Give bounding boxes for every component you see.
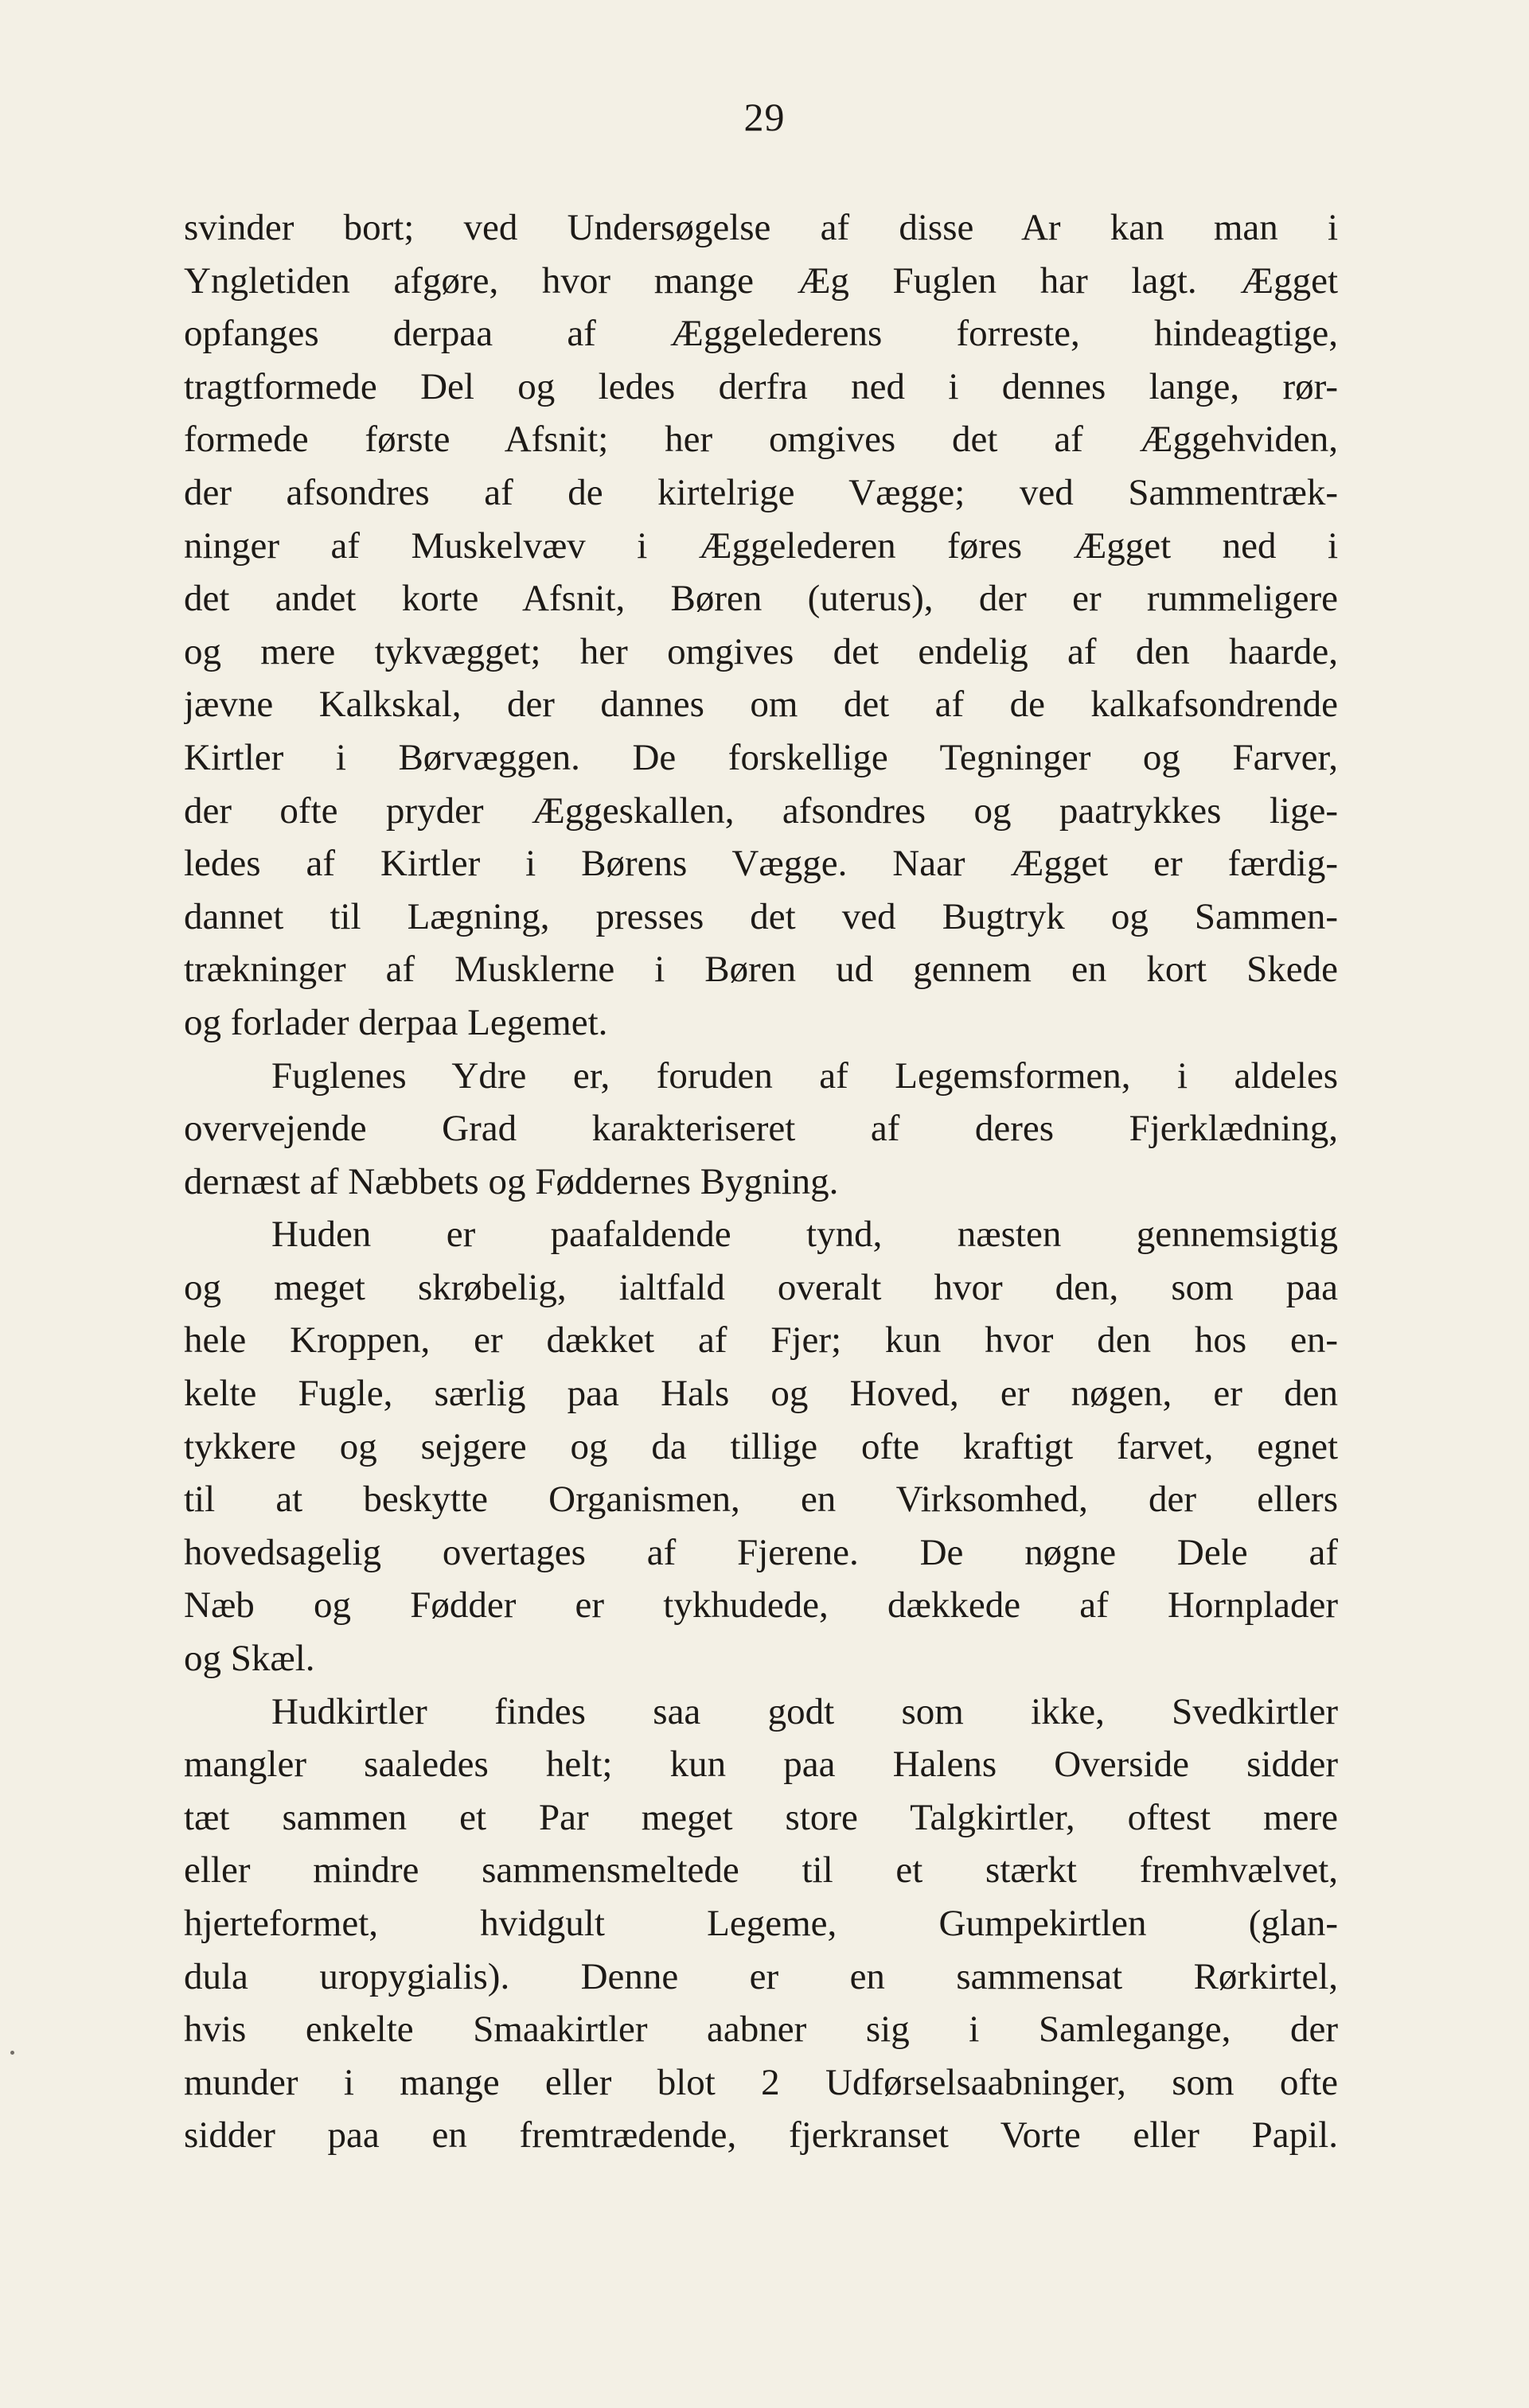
text-line: Huden er paafaldende tynd, næsten gennemsigtig (271, 1214, 1338, 1256)
text-line: Næb og Fødder er tykhudede, dækkede af Hornplader (184, 1584, 1338, 1627)
text-line: hele Kroppen, er dækket af Fjer; kun hvor den hos en- (184, 1319, 1338, 1362)
text-line: og mere tykvægget; her omgives det endelig af den haarde, (184, 630, 1338, 672)
text-line: munder i mange eller blot 2 Udførselsaabninger, som ofte (184, 2061, 1338, 2103)
text-line: der afsondres af de kirtelrige Vægge; ved Sammentræk- (184, 471, 1338, 513)
text-line: tragtformede Del og ledes derfra ned i dennes lange, rør- (184, 365, 1338, 407)
page-number: 29 (743, 95, 786, 139)
text-line: mangler saaledes helt; kun paa Halens Overside sidder (184, 1744, 1338, 1786)
paper-speck (10, 2051, 14, 2055)
text-line: dannet til Lægning, presses det ved Bugtryk og Sammen- (184, 895, 1338, 937)
text-line: Yngletiden afgøre, hvor mange Æg Fuglen har lagt. Ægget (184, 259, 1338, 302)
text-line: sidder paa en fremtrædende, fjerkranset Vorte eller Papil. (184, 2114, 1338, 2157)
text-line: svinder bort; ved Undersøgelse af disse Ar kan man i (184, 207, 1338, 248)
text-line: eller mindre sammensmeltede til et stærkt fremhvælvet, (184, 1849, 1338, 1892)
text-line: opfanges derpaa af Æggelederens forreste, hindeagtige, (184, 313, 1338, 355)
text-line: ledes af Kirtler i Børens Vægge. Naar Ægget er færdig- (184, 843, 1338, 885)
text-line: og Skæl. (184, 1638, 315, 1680)
text-line: jævne Kalkskal, der dannes om det af de kalkafsondrende (184, 684, 1338, 726)
text-line: formede første Afsnit; her omgives det af Æggehviden, (184, 419, 1338, 461)
text-line: Hudkirtler findes saa godt som ikke, Svedkirtler (271, 1690, 1338, 1732)
text-line: kelte Fugle, særlig paa Hals og Hoved, er nøgen, er den (184, 1373, 1338, 1415)
text-line: det andet korte Afsnit, Børen (uterus), der er rummeligere (184, 578, 1338, 620)
text-line: ninger af Muskelvæv i Æggelederen føres Ægget ned i (184, 524, 1338, 567)
text-line: der ofte pryder Æggeskallen, afsondres og paatrykkes lige- (184, 789, 1338, 832)
body-text (184, 201, 1338, 2162)
text-line: dernæst af Næbbets og Føddernes Bygning. (184, 1160, 839, 1202)
text-line: og forlader derpaa Legemet. (184, 1001, 608, 1043)
text-line: trækninger af Musklerne i Børen ud gennem en kort Skede (184, 949, 1338, 991)
text-line: dula uropygialis). Denne er en sammensat Rørkirtel, (184, 1955, 1338, 1997)
text-line: hovedsagelig overtages af Fjerene. De nøgne Dele af (184, 1531, 1338, 1573)
text-line: til at beskytte Organismen, en Virksomhed, der ellers (184, 1479, 1338, 1521)
text-line: overvejende Grad karakteriseret af deres Fjerklædning, (184, 1108, 1338, 1150)
text-line: og meget skrøbelig, ialtfald overalt hvor den, som paa (184, 1266, 1338, 1308)
text-line: tykkere og sejgere og da tillige ofte kraftigt farvet, egnet (184, 1425, 1338, 1467)
text-line: hvis enkelte Smaakirtler aabner sig i Samlegange, der (184, 2009, 1338, 2051)
text-line: tæt sammen et Par meget store Talgkirtler, oftest mere (184, 1796, 1338, 1838)
text-line: Fuglenes Ydre er, foruden af Legemsformen, i aldeles (271, 1054, 1338, 1097)
text-line: Kirtler i Børvæggen. De forskellige Tegninger og Farver, (184, 736, 1338, 778)
text-line: hjerteformet, hvidgult Legeme, Gumpekirtlen (glan- (184, 1903, 1338, 1944)
